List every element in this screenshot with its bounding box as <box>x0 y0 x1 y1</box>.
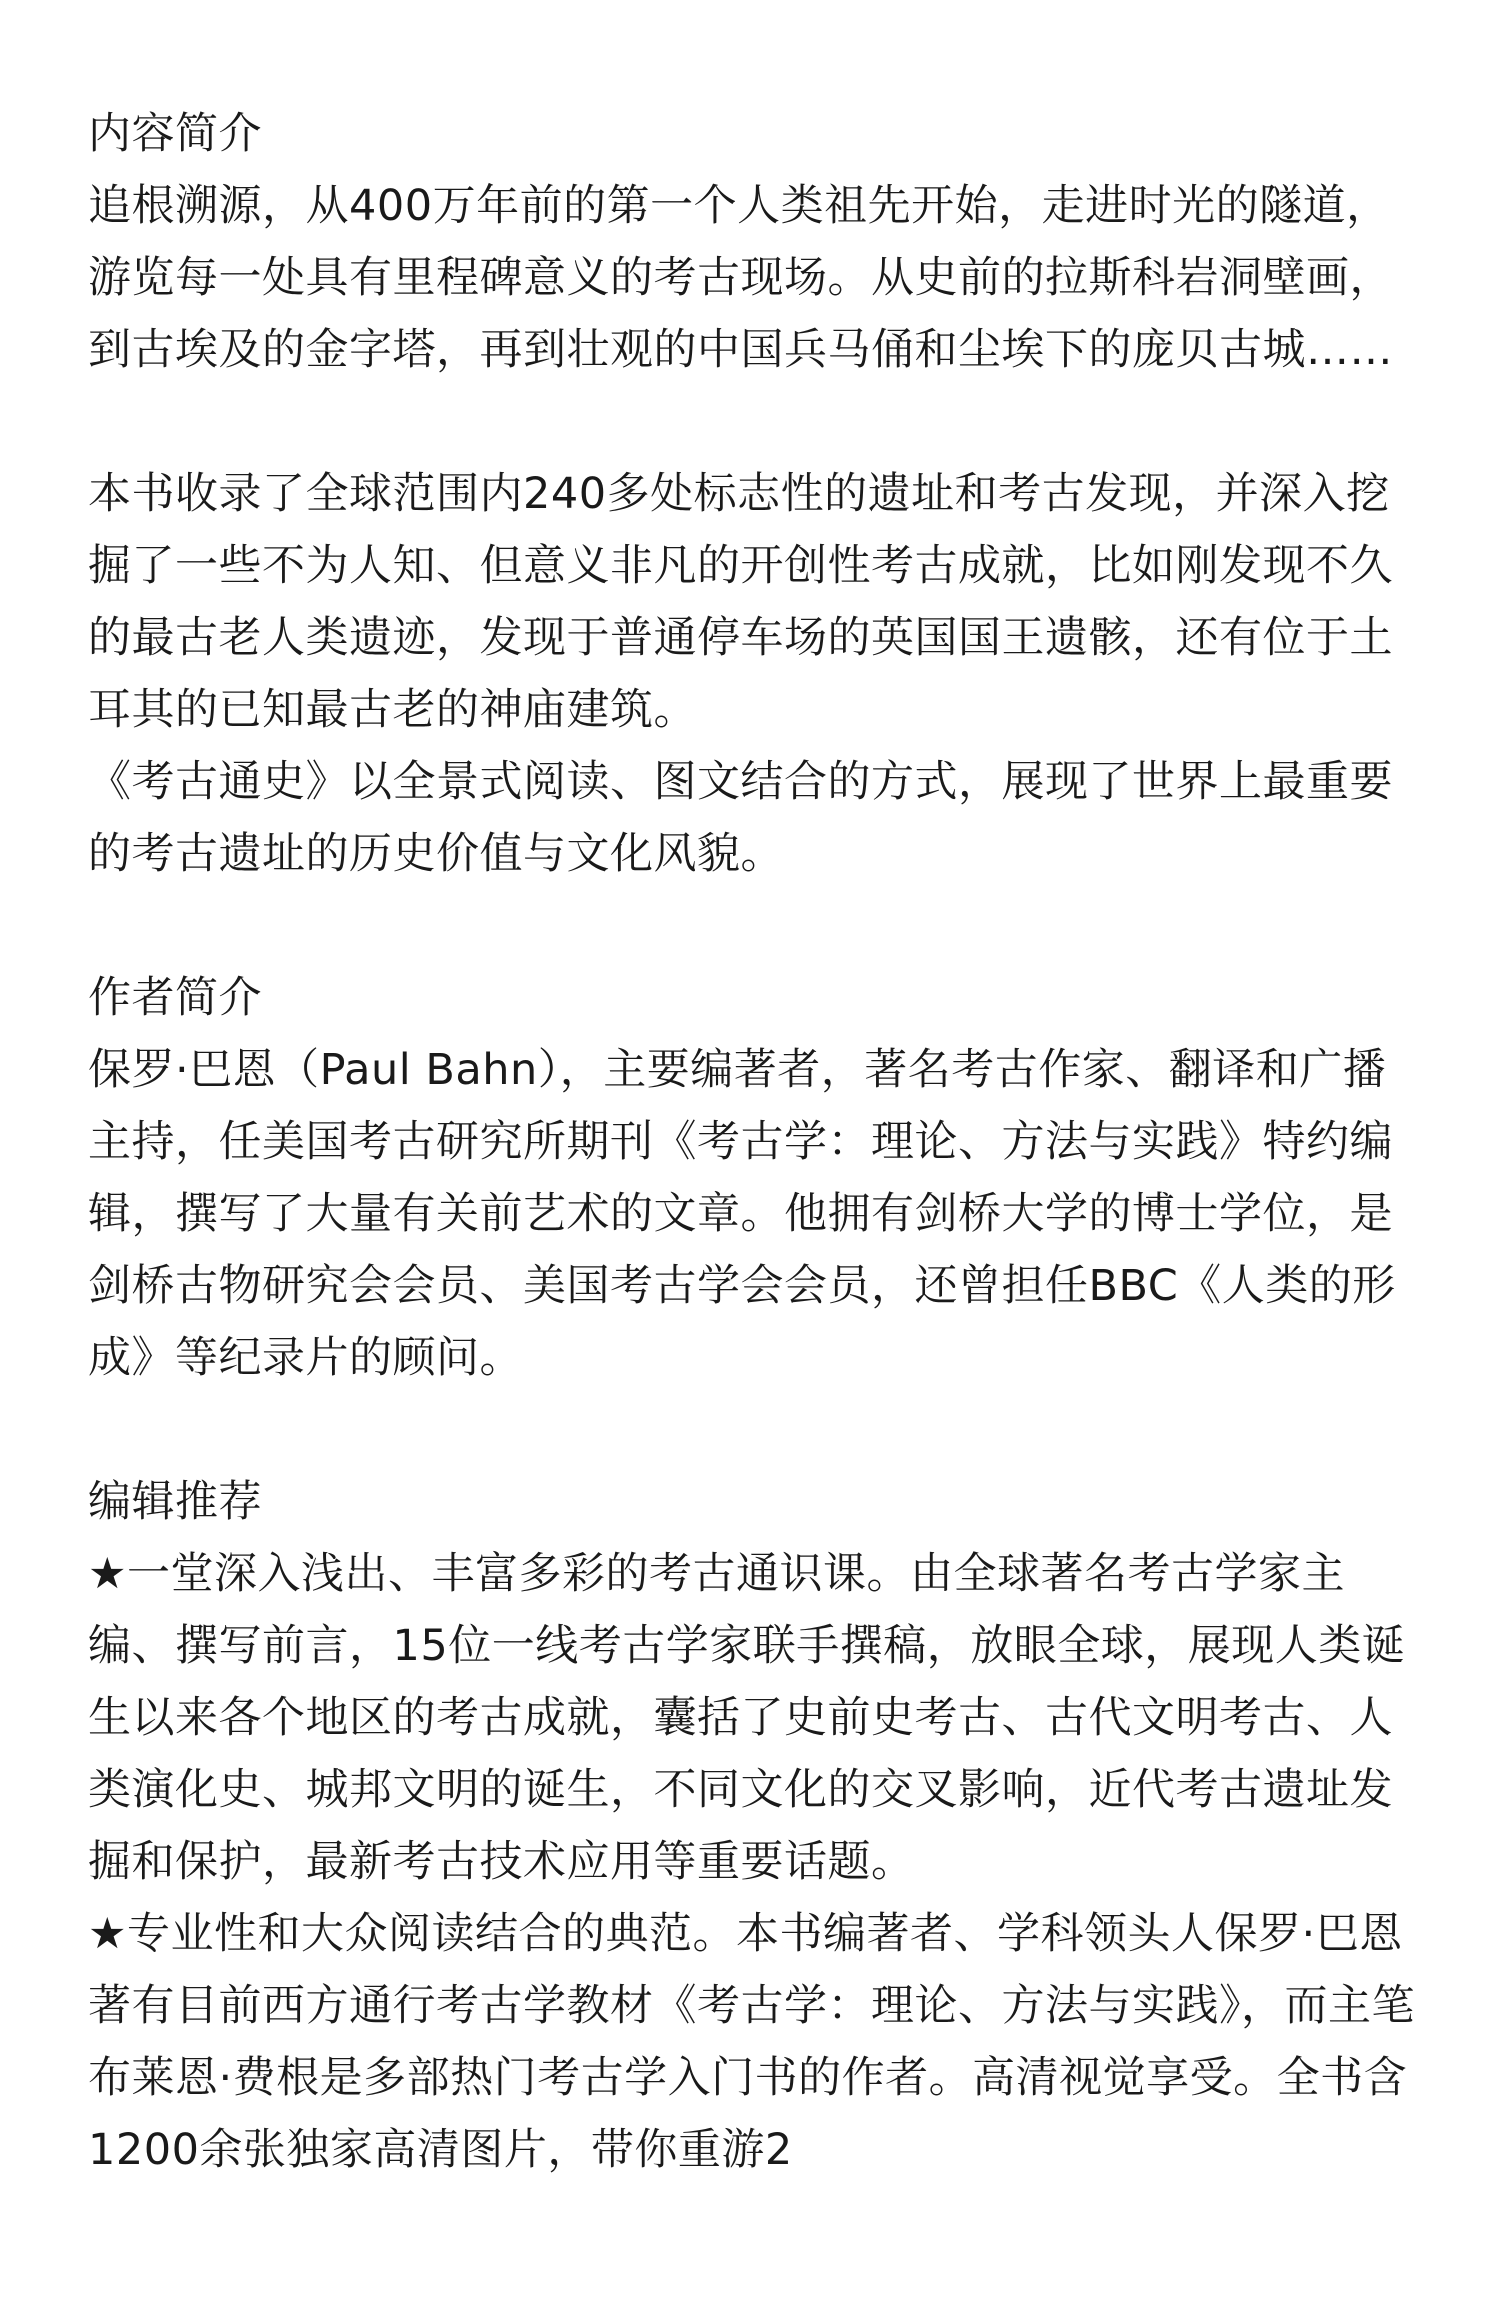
section-heading: 作者简介 <box>88 973 262 1023</box>
section-content-intro <box>88 98 1428 890</box>
section-gap <box>88 1394 1428 1466</box>
section-heading: 内容简介 <box>88 109 262 159</box>
book-description-document <box>88 98 1428 2186</box>
paragraph: 追根溯源，从400万年前的第一个人类祖先开始，走进时光的隧道，游览每一处具有里程碑意义的考古现场。从史前的拉斯科岩洞壁画，到古埃及的金字塔，再到壮观的中国兵马俑和尘埃下的庞贝古城…… <box>88 181 1393 375</box>
section-author-intro <box>88 962 1428 1394</box>
paragraph: 《考古通史》以全景式阅读、图文结合的方式，展现了世界上最重要的考古遗址的历史价值与文化风貌。 <box>88 757 1393 879</box>
paragraph-gap <box>88 386 1428 458</box>
paragraph: 保罗·巴恩（Paul Bahn），主要编著者，著名考古作家、翻译和广播主持，任美国考古研究所期刊《考古学：理论、方法与实践》特约编辑，撰写了大量有关前艺术的文章。他拥有剑桥大学的博士学位，是剑桥古物研究会会员、美国考古学会会员，还曾担任BBC《人类的形成》等纪录片的顾问。 <box>88 1045 1396 1383</box>
section-heading: 编辑推荐 <box>88 1477 262 1527</box>
section-gap <box>88 890 1428 962</box>
paragraph: 本书收录了全球范围内240多处标志性的遗址和考古发现，并深入挖掘了一些不为人知、但意义非凡的开创性考古成就，比如刚发现不久的最古老人类遗迹，发现于普通停车场的英国国王遗骸，还有位于土耳其的已知最古老的神庙建筑。 <box>88 469 1393 735</box>
section-editor-recommendation <box>88 1466 1428 2186</box>
paragraph: ★专业性和大众阅读结合的典范。本书编著者、学科领头人保罗·巴恩著有目前西方通行考古学教材《考古学：理论、方法与实践》，而主笔布莱恩·费根是多部热门考古学入门书的作者。高清视觉享受。全书含1200余张独家高清图片，带你重游2 <box>88 1909 1415 2175</box>
paragraph: ★一堂深入浅出、丰富多彩的考古通识课。由全球著名考古学家主编、撰写前言，15位一线考古学家联手撰稿，放眼全球，展现人类诞生以来各个地区的考古成就，囊括了史前史考古、古代文明考古、人类演化史、城邦文明的诞生，不同文化的交叉影响，近代考古遗址发掘和保护，最新考古技术应用等重要话题。 <box>88 1549 1406 1887</box>
